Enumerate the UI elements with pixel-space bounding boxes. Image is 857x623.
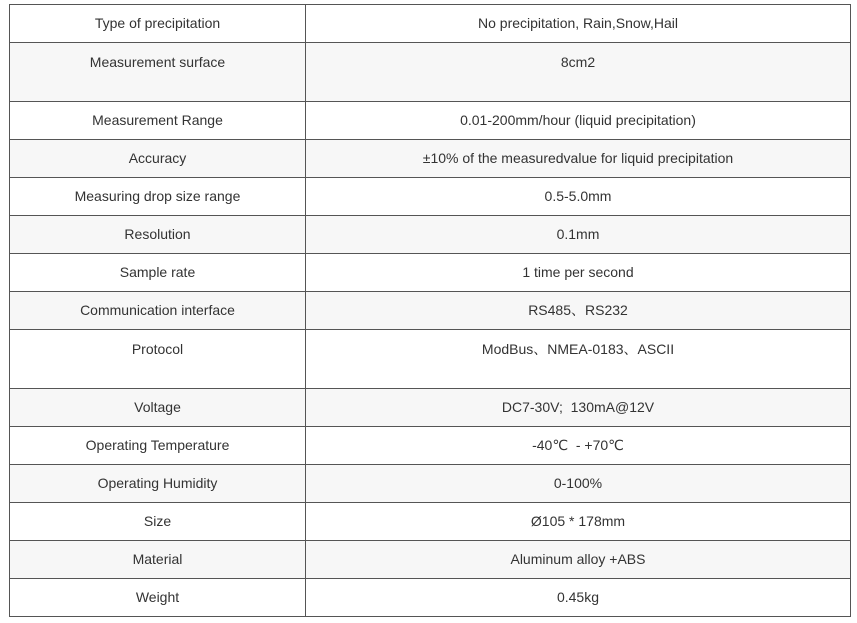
table-row xyxy=(10,579,851,617)
table-row xyxy=(10,389,851,427)
spec-label: Resolution xyxy=(10,216,306,254)
spec-value: 0.45kg xyxy=(306,579,851,617)
table-row xyxy=(10,541,851,579)
spec-label: Size xyxy=(10,503,306,541)
spec-label: Operating Temperature xyxy=(10,427,306,465)
spec-label: Communication interface xyxy=(10,292,306,330)
spec-value: -40℃ - +70℃ xyxy=(306,427,851,465)
table-row xyxy=(10,140,851,178)
spec-label: Measurement surface xyxy=(10,43,306,102)
spec-label: Voltage xyxy=(10,389,306,427)
spec-value: 1 time per second xyxy=(306,254,851,292)
spec-label: Operating Humidity xyxy=(10,465,306,503)
table-row xyxy=(10,292,851,330)
spec-label: Material xyxy=(10,541,306,579)
table-row xyxy=(10,102,851,140)
table-row xyxy=(10,465,851,503)
spec-value: ModBus、NMEA-0183、ASCII xyxy=(306,330,851,389)
table-row xyxy=(10,503,851,541)
spec-label: Measuring drop size range xyxy=(10,178,306,216)
spec-value: 0.01-200mm/hour (liquid precipitation) xyxy=(306,102,851,140)
table-row xyxy=(10,427,851,465)
spec-label: Measurement Range xyxy=(10,102,306,140)
spec-label: Protocol xyxy=(10,330,306,389)
spec-label: Sample rate xyxy=(10,254,306,292)
spec-value: Aluminum alloy +ABS xyxy=(306,541,851,579)
table-row xyxy=(10,5,851,43)
table-row xyxy=(10,254,851,292)
table-row xyxy=(10,216,851,254)
spec-value: 0.5-5.0mm xyxy=(306,178,851,216)
spec-value: DC7-30V; 130mA@12V xyxy=(306,389,851,427)
spec-label: Accuracy xyxy=(10,140,306,178)
spec-value: 0.1mm xyxy=(306,216,851,254)
spec-label: Weight xyxy=(10,579,306,617)
spec-value: RS485、RS232 xyxy=(306,292,851,330)
spec-value: 8cm2 xyxy=(306,43,851,102)
spec-value: ±10% of the measuredvalue for liquid precipitation xyxy=(306,140,851,178)
spec-value: 0-100% xyxy=(306,465,851,503)
table-row xyxy=(10,178,851,216)
table-row xyxy=(10,330,851,389)
spec-label: Type of precipitation xyxy=(10,5,306,43)
table-row xyxy=(10,43,851,102)
spec-value: No precipitation, Rain,Snow,Hail xyxy=(306,5,851,43)
spec-table xyxy=(9,4,851,617)
spec-value: Ø105 * 178mm xyxy=(306,503,851,541)
